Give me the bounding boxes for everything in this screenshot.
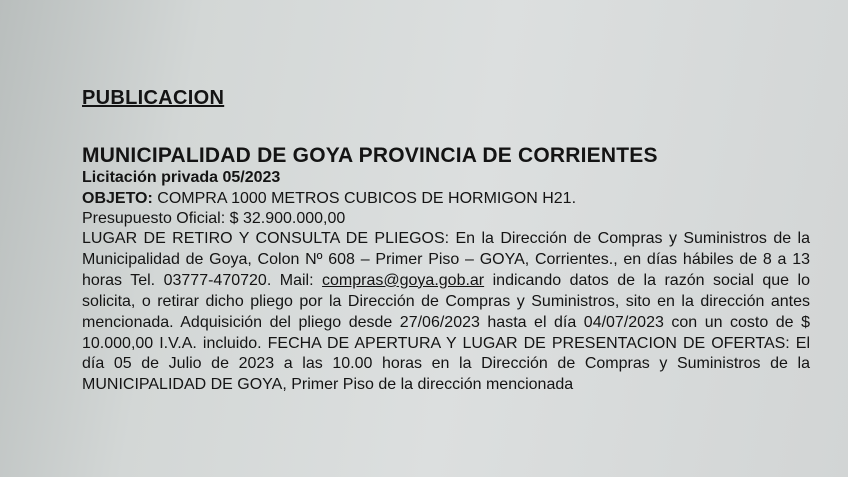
document-subtitle: Licitación privada 05/2023 [82, 169, 281, 186]
presupuesto-line: Presupuesto Oficial: $ 32.900.000,00 [82, 210, 346, 227]
body-part-1: LUGAR DE RETIRO Y CONSULTA DE PLIEGOS: En la Dirección de Compras y Suministros de la Municipalidad de Goya, Colon Nº 608 – Primer Piso – GOYA, Corrientes., en días hábiles de 8 a 13 horas Tel. 03777-470720. Mail: [82, 230, 810, 289]
document-title: MUNICIPALIDAD DE GOYA PROVINCIA DE CORRIENTES [82, 144, 658, 167]
objeto-line [82, 188, 822, 209]
email-link[interactable]: compras@goya.gob.ar [322, 271, 485, 289]
document-page [82, 86, 822, 396]
body-paragraph [82, 229, 810, 396]
objeto-label: OBJETO: [82, 190, 153, 207]
objeto-text: COMPRA 1000 METROS CUBICOS DE HORMIGON H21. [152, 190, 577, 207]
heading-publicacion: PUBLICACION [82, 87, 225, 109]
body-part-2: indicando datos de la razón social que lo solicita, o retirar dicho pliego por la Dirección de Compras y Suministros, sito en la dirección antes mencionada. Adquisición del pliego desde 27/06/2023 hasta el día 04/07/2023 con un costo de $ 10.000,00 I.V.A. incluido. FECHA DE APERTURA Y LUGAR DE PRESENTACION DE OFERTAS: El día 05 de Julio de 2023 a las 10.00 horas en la Dirección de Compras y Suministros de la MUNICIPALIDAD DE GOYA, Primer Piso de la dirección mencionada [82, 271, 811, 394]
